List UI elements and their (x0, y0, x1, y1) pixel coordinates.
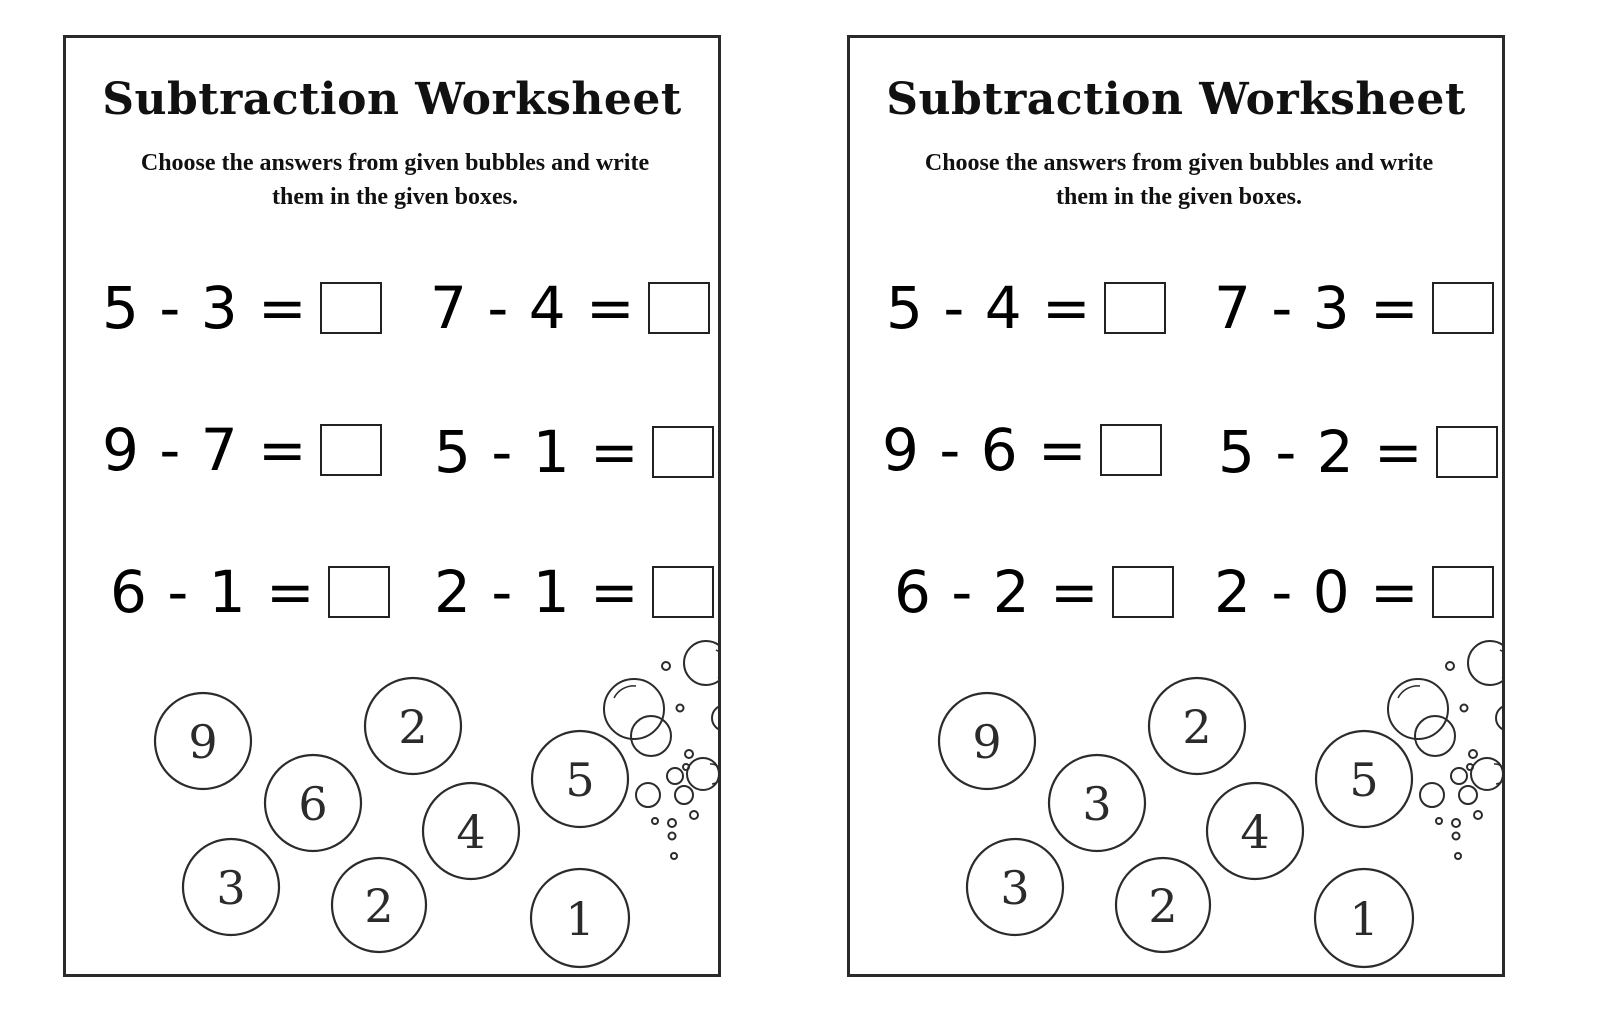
worksheet-left (63, 35, 721, 977)
bubble-number: 9 (972, 715, 1002, 769)
bubble-number: 4 (456, 805, 486, 859)
bubble-number: 2 (1148, 879, 1178, 933)
decorative-bubbles (604, 641, 721, 859)
problem-equation: 6 - 2 = (894, 558, 1100, 626)
problem-equation: 7 - 3 = (1214, 274, 1420, 342)
bubble-number: 5 (1349, 753, 1379, 807)
bubble-number: 1 (1349, 892, 1379, 946)
answer-bubbles (850, 38, 1505, 977)
problem-equation: 9 - 6 = (882, 416, 1088, 484)
answer-bubbles (66, 38, 721, 977)
bubble-number: 3 (216, 861, 246, 915)
bubble-number: 3 (1000, 861, 1030, 915)
worksheet-title: Subtraction Worksheet (102, 74, 682, 125)
problem-equation: 2 - 1 = (434, 558, 640, 626)
bubble-number: 2 (364, 879, 394, 933)
instructions-line-2: them in the given boxes. (272, 184, 518, 210)
bubble-number: 5 (565, 753, 595, 807)
problem-equation: 9 - 7 = (102, 416, 308, 484)
problem-equation: 2 - 0 = (1214, 558, 1420, 626)
problem-equation: 5 - 1 = (434, 418, 640, 486)
bubble-number: 1 (565, 892, 595, 946)
problem-equation: 5 - 2 = (1218, 418, 1424, 486)
bubble-number: 9 (188, 715, 218, 769)
instructions-line-1: Choose the answers from given bubbles and write (140, 150, 650, 176)
worksheet-right (847, 35, 1505, 977)
bubble-number: 3 (1082, 777, 1112, 831)
bubble-number: 6 (298, 777, 328, 831)
problem-equation: 5 - 3 = (102, 274, 308, 342)
worksheet-title: Subtraction Worksheet (886, 74, 1466, 125)
problem-equation: 5 - 4 = (886, 274, 1092, 342)
instructions-line-1: Choose the answers from given bubbles and write (924, 150, 1434, 176)
decorative-bubbles (1388, 641, 1505, 859)
problem-equation: 6 - 1 = (110, 558, 316, 626)
instructions-line-2: them in the given boxes. (1056, 184, 1302, 210)
bubble-number: 4 (1240, 805, 1270, 859)
bubble-number: 2 (1182, 700, 1212, 754)
problem-equation: 7 - 4 = (430, 274, 636, 342)
bubble-number: 2 (398, 700, 428, 754)
